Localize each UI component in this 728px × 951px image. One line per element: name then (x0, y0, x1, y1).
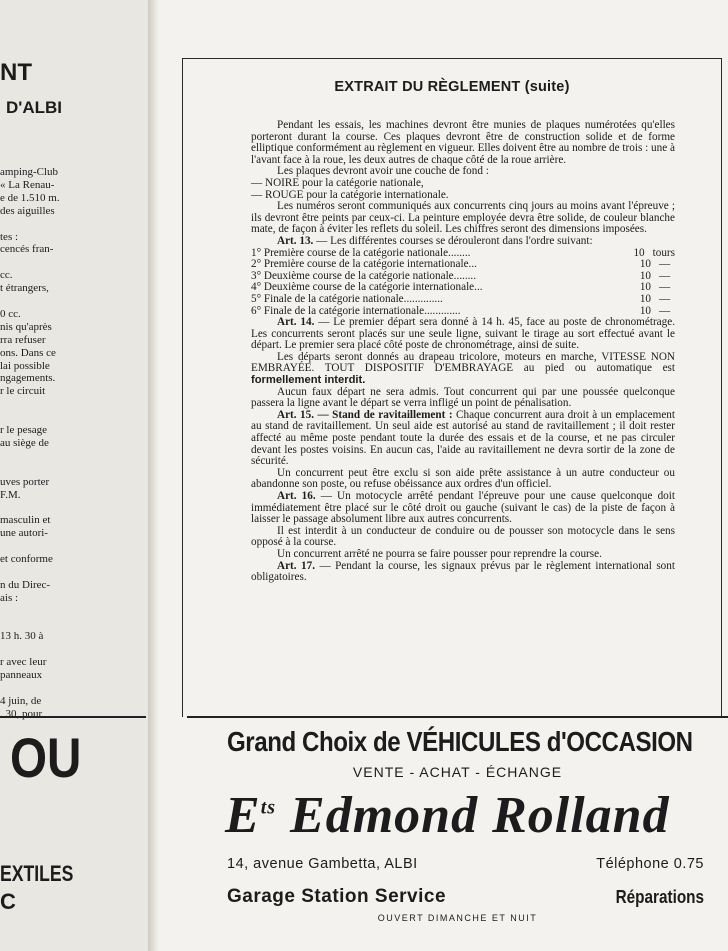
left-text-line: ais : (0, 591, 19, 604)
race-label: 3° Deuxième course de la catégorie nationale........ (251, 269, 477, 282)
left-text-line: ons. Dans ce (0, 346, 56, 359)
article-17 (251, 561, 675, 584)
article-14-text: — Le premier départ sera donné à 14 h. 45, face au poste de chronométrage. Les concurrents seront placés sur une seule ligne, suivant le tirage au sort effectué avant le départ. Le premier sera placé côté poste de chronométrage, ainsi de suite. (251, 316, 675, 352)
left-heading: NT (0, 59, 32, 86)
left-text-line: « La Renau- (0, 178, 55, 191)
advert-phone: Téléphone 0.75 (596, 856, 704, 872)
para-numeros: Les numéros seront communiqués aux concurrents cinq jours au moins avant l'épreuve ; ils devront être peints par ceux-ci. La peinture employée devra être solide, de couleur blanche mate, de façon à éviter les reflets du soleil. Les chiffres seront des dimensions imposées. (251, 200, 675, 236)
left-text-line: panneaux (0, 669, 43, 682)
race-unit: — (659, 304, 671, 317)
article-14-label: Art. 14. (277, 316, 315, 329)
left-text-line: cc. (0, 269, 13, 282)
left-text-line: t étrangers, (0, 282, 49, 295)
race-laps: 10 (639, 269, 651, 282)
reglement-title: EXTRAIT DU RÈGLEMENT (suite) (334, 79, 570, 95)
race-unit: — (659, 269, 671, 282)
signature-name: Edmond Rolland (276, 787, 670, 844)
left-ad-line2: C (0, 889, 16, 914)
signature-prefix: E (225, 787, 261, 844)
article-15-text: Chaque concurrent aura droit à un emplacement au stand de ravitaillement. Un seul aide est autorisé au stand de ravitaillement ; il doit rester affecté au même poste pendant toute la durée des essais et de la course, et ne pas circuler devant les postes voisins. En aucun cas, l'aide au ravitaillement ne devra sortir de la zone de sécurité. (251, 408, 675, 468)
race-laps: 10 (639, 281, 651, 294)
left-text-line: une autori- (0, 527, 48, 540)
left-text-line: et conforme (0, 553, 53, 565)
race-row (251, 259, 675, 271)
race-list (251, 248, 675, 318)
race-laps: 10 (633, 246, 645, 259)
race-laps: 10 (639, 304, 651, 317)
left-text-line: lai possible (0, 359, 50, 372)
article-17-label: Art. 17. (277, 559, 315, 572)
left-text-line: tes : (0, 230, 19, 243)
race-label: 5° Finale de la catégorie nationale.............. (251, 292, 443, 305)
left-text-line: cencés fran- (0, 243, 54, 256)
para-exclusion: Un concurrent peut être exclu si son aide prête assistance à un autre conducteur ou abandonne son poste, ou refuse obéissance aux ordres d'un officiel. (251, 466, 675, 491)
left-text-line: F.M. (0, 488, 21, 501)
race-label: 6° Finale de la catégorie internationale............. (251, 304, 461, 317)
race-row (251, 294, 675, 306)
para-sens-oppose: Il est interdit à un conducteur de conduire ou de pousser son motocycle dans le sens opposé à la course. (251, 524, 675, 549)
para-plaques: Pendant les essais, les machines devront être munies de plaques numérotées qu'elles porteront durant la course. Ces plaques devront être de construction solide et de forme elliptique conformément au règlement en vigueur. Elles doivent être au nombre de trois : une à l'avant face à la roue, les deux autres de chaque côté de la roue arrière. (251, 119, 675, 166)
left-text-line: nis qu'après (0, 320, 52, 333)
left-text-line: 4 juin, de (0, 694, 42, 707)
signature-sup: ts (260, 796, 277, 819)
left-text-line: n du Direc- (0, 578, 51, 591)
left-subheading: D'ALBI (6, 98, 62, 117)
left-text-line: . 30, pour (0, 707, 43, 720)
article-15-label: Art. 15. — Stand de ravitaillement : (277, 408, 453, 421)
left-text-line: r le circuit (0, 385, 46, 398)
advert-hours: OUVERT DIMANCHE ET NUIT (377, 913, 538, 923)
article-13-text: — Les différentes courses se dérouleront dans l'ordre suivant: (313, 234, 593, 247)
left-page-fragment (0, 0, 150, 951)
left-divider (0, 716, 146, 718)
left-text-line: 13 h. 30 à (0, 630, 44, 643)
race-label: 2° Première course de la catégorie internationale... (251, 258, 477, 271)
para-departs-text: Les départs seront donnés au drapeau tricolore, moteurs en marche, VITESSE NON EMBRAYÉE. TOUT DISPOSITIF D'EMBRAYAGE au pied ou automatique est (251, 350, 675, 375)
left-text-line: uves porter (0, 475, 50, 488)
advert-headline: Grand Choix de VÉHICULES d'OCCASION (227, 726, 693, 757)
article-13-label: Art. 13. (277, 234, 314, 247)
race-unit: — (659, 292, 671, 305)
para-rouge: — ROUGE pour la catégorie internationale. (251, 188, 449, 201)
advert-garage: Garage Station Service (227, 886, 447, 907)
race-label: 1° Première course de la catégorie nationale........ (251, 246, 471, 259)
para-departs-bold: formellement interdit. (251, 374, 366, 387)
article-16-text: — Un motocycle arrêté pendant l'épreuve pour une cause quelconque doit immédiatement être placé sur le côté droit ou gauche (suivant le cas) de la piste de façon à laisser le passage absolument libre aux autres concurrents. (251, 490, 675, 526)
article-14 (251, 317, 675, 352)
race-unit: — (659, 258, 671, 271)
article-17-text: — Pendant la course, les signaux prévus par le règlement international sont obligatoires. (251, 559, 675, 584)
left-text-line: au siège de (0, 436, 49, 449)
advert-repairs: Réparations (615, 887, 704, 907)
race-laps: 10 (639, 292, 651, 305)
advert-address: 14, avenue Gambetta, ALBI (227, 856, 418, 872)
para-fond: Les plaques devront avoir une couche de fond : (277, 165, 489, 178)
left-ad-letters: OU (10, 726, 82, 789)
para-noire: — NOIRE pour la catégorie nationale, (251, 176, 424, 189)
left-text-line: r avec leur (0, 656, 47, 669)
para-departs (251, 352, 675, 387)
left-text-line: ngagements. (0, 372, 56, 385)
para-pousser: Un concurrent arrêté ne pourra se faire pousser pour reprendre la course. (277, 547, 602, 560)
advert-signature (225, 786, 670, 845)
left-text-line: amping-Club (0, 166, 59, 178)
left-text-line: e de 1.510 m. (0, 191, 60, 204)
para-faux-depart: Aucun faux départ ne sera admis. Tout concurrent qui par une poussée quelconque passera la ligne avant le départ se verra infligé un point de pénalisation. (251, 385, 675, 410)
left-text-line: des aiguilles (0, 204, 55, 217)
left-text-line: masculin et (0, 514, 51, 527)
left-text-line: rra refuser (0, 333, 46, 346)
page-gutter (148, 0, 158, 951)
article-15 (251, 410, 675, 468)
reglement-body (251, 120, 675, 584)
race-unit: tours (652, 246, 675, 259)
left-ad-line1: EXTILES (0, 861, 74, 886)
article-16-label: Art. 16. (277, 490, 316, 502)
advert-rolland (187, 718, 728, 951)
race-laps: 10 (639, 258, 651, 271)
race-label: 4° Deuxième course de la catégorie internationale... (251, 281, 483, 294)
article-16 (251, 491, 675, 526)
race-unit: — (659, 281, 671, 294)
left-text-line: 0 cc. (0, 307, 21, 320)
advert-subline: VENTE - ACHAT - ÉCHANGE (352, 764, 563, 780)
left-text-line: r le pesage (0, 424, 48, 436)
article-13 (251, 236, 675, 248)
